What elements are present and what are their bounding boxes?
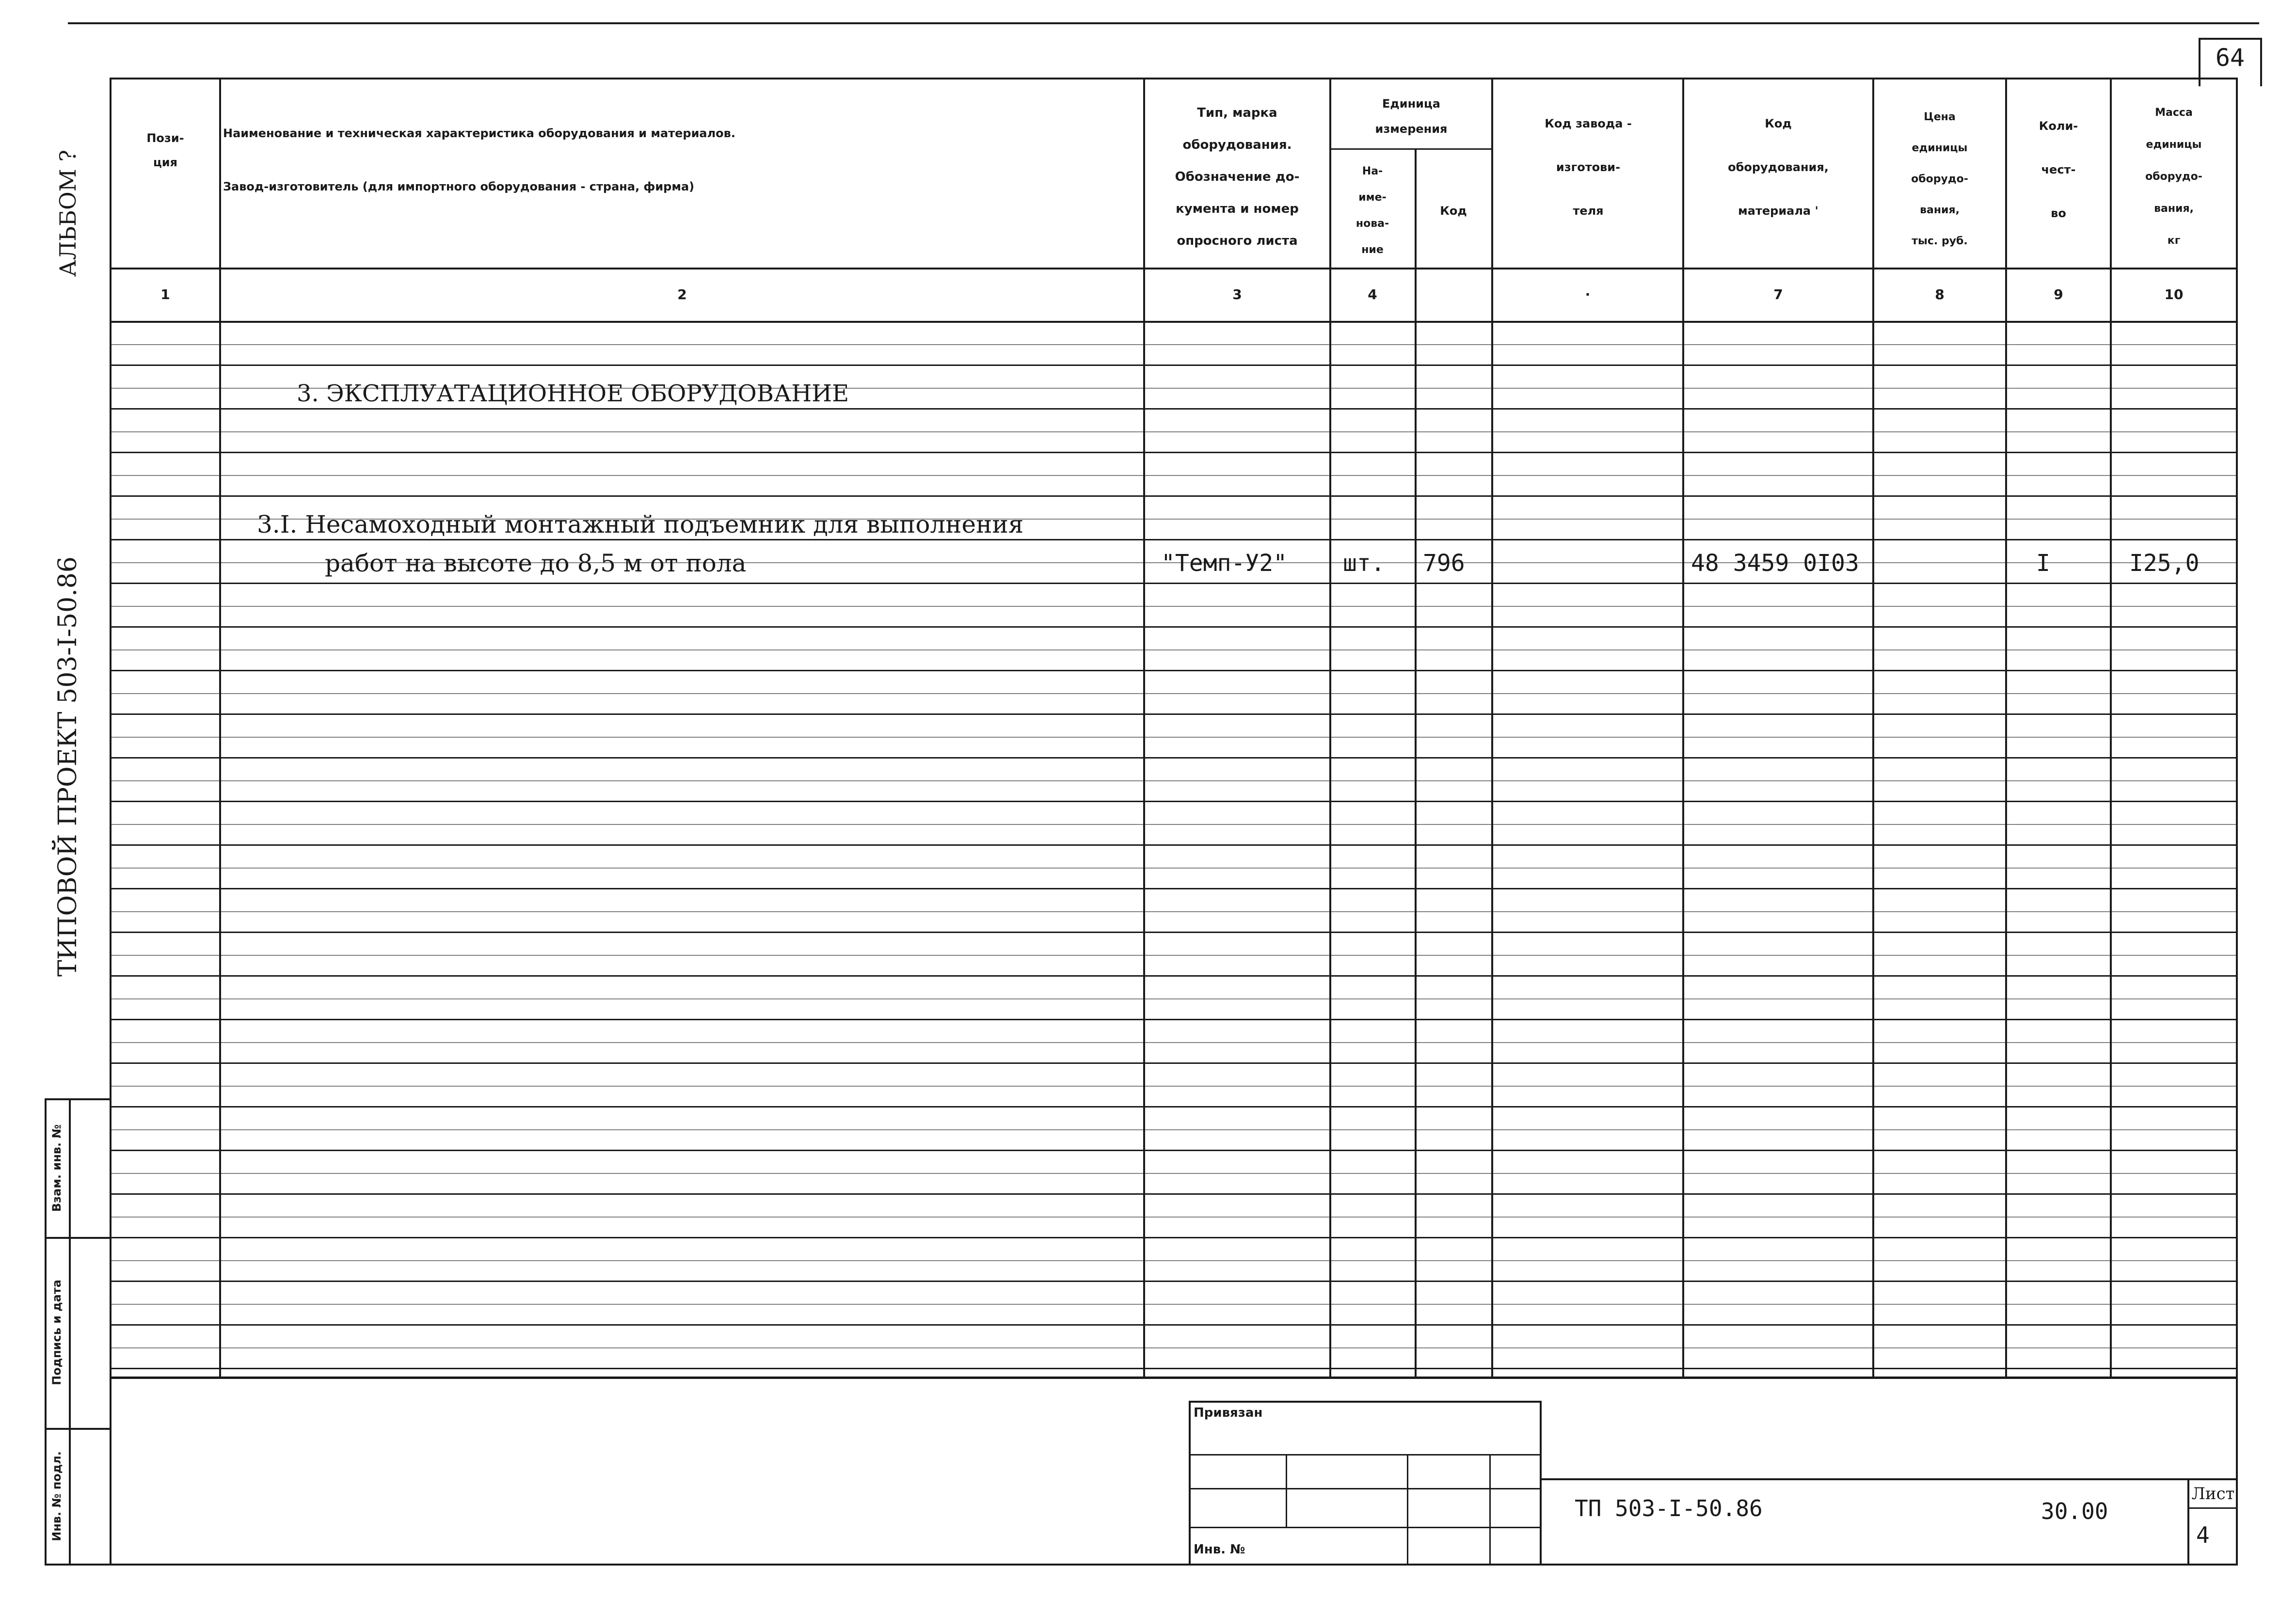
- header-factory-code: Код завода - изготови- теля: [1545, 117, 1632, 218]
- row-divider-minor: [112, 824, 2236, 825]
- header-unit: Единица измерения: [1375, 97, 1448, 136]
- row-divider: [112, 495, 2236, 497]
- item-title-line2: работ на высоте до 8,5 м от пола: [325, 549, 747, 577]
- row-divider: [112, 975, 2236, 977]
- row-divider-minor: [112, 649, 2236, 650]
- col-num-2: 2: [677, 286, 687, 302]
- row-divider-minor: [112, 344, 2236, 345]
- tb-col2: [1407, 1454, 1408, 1566]
- item-title-line1: 3.I. Несамоходный монтажный подъемник для выполнения: [257, 510, 1024, 538]
- unit-subheader: [1330, 148, 1491, 150]
- project-label: ТИПОВОЙ ПРОЕКТ 503-I-50.86: [53, 556, 82, 977]
- page-number-box-top: [2199, 38, 2262, 40]
- header-mass: Масса единицы оборудо- вания, кг: [2145, 107, 2202, 247]
- column-divider: [1143, 78, 1145, 1378]
- header-equipment-code: Код оборудования, материала ': [1728, 117, 1829, 218]
- tb-linked: Привязан: [1194, 1406, 1263, 1420]
- col-num-7: 7: [1773, 286, 1783, 302]
- header-unit-code: Код: [1440, 204, 1467, 218]
- item-mass: I25,0: [2129, 550, 2200, 577]
- row-divider-minor: [112, 1173, 2236, 1174]
- stamp-col-div: [69, 1098, 71, 1565]
- frame-bottom: [110, 1564, 2238, 1566]
- row-divider-minor: [112, 868, 2236, 869]
- row-divider-minor: [112, 737, 2236, 738]
- row-divider: [112, 452, 2236, 453]
- row-divider: [112, 364, 2236, 366]
- col-num-9: 9: [2054, 286, 2063, 302]
- frame-right: [2236, 78, 2238, 1566]
- tb-section: 30.00: [2041, 1498, 2108, 1524]
- item-unit-name: шт.: [1343, 550, 1385, 577]
- row-divider-minor: [112, 606, 2236, 607]
- column-divider: [1682, 78, 1684, 1378]
- row-divider: [112, 1281, 2236, 1282]
- tb-box-top: [1189, 1401, 1542, 1403]
- row-divider: [112, 888, 2236, 889]
- row-divider: [112, 670, 2236, 671]
- row-divider: [112, 1106, 2236, 1108]
- row-divider: [112, 801, 2236, 802]
- col-num-10: 10: [2164, 286, 2184, 302]
- row-divider-minor: [112, 1304, 2236, 1305]
- tb-col3: [1489, 1454, 1491, 1566]
- row-divider-minor: [112, 693, 2236, 694]
- item-equipment-code: 48 3459 0I03: [1691, 550, 1859, 577]
- tb-main-top: [1540, 1478, 2238, 1480]
- item-quantity: I: [2036, 550, 2050, 577]
- row-divider: [112, 1368, 2236, 1369]
- tb-sheet-number: 4: [2196, 1522, 2210, 1548]
- section-title: 3. ЭКСПЛУАТАЦИОННОЕ ОБОРУДОВАНИЕ: [297, 380, 849, 407]
- header-type: Тип, марка оборудования. Обозначение до- кумента и номер опросного листа: [1175, 106, 1300, 248]
- stamp-sep1: [45, 1237, 110, 1239]
- column-divider: [1491, 78, 1493, 1378]
- item-unit-code: 796: [1423, 550, 1465, 577]
- tb-sheet-label: Лист: [2191, 1484, 2235, 1503]
- top-rule: [68, 22, 2259, 24]
- numbers-bottom: [110, 321, 2238, 323]
- row-divider: [112, 1237, 2236, 1238]
- tb-box-right: [1540, 1401, 1542, 1566]
- column-divider: [1872, 78, 1874, 1378]
- page-number-box-right: [2260, 38, 2262, 86]
- header-bottom: [110, 268, 2238, 269]
- stamp-label-inv: Инв. № подл.: [50, 1451, 64, 1541]
- row-divider-minor: [112, 1260, 2236, 1261]
- row-divider: [112, 713, 2236, 715]
- row-divider-minor: [112, 475, 2236, 476]
- row-divider-minor: [112, 1347, 2236, 1348]
- column-divider: [2005, 78, 2007, 1378]
- row-divider-minor: [112, 911, 2236, 912]
- header-quantity: Коли- чест- во: [2039, 119, 2078, 220]
- tb-inv: Инв. №: [1194, 1542, 1245, 1557]
- header-unit-name: На- име- нова- ние: [1355, 165, 1389, 256]
- row-divider: [112, 1062, 2236, 1064]
- header-position: Пози- ция: [146, 131, 184, 169]
- row-divider-minor: [112, 431, 2236, 432]
- stamp-label-replace: Взам. инв. №: [50, 1124, 64, 1212]
- col-num-1: 1: [160, 286, 170, 302]
- row-divider: [112, 1324, 2236, 1326]
- row-divider-minor: [112, 1129, 2236, 1130]
- column-divider: [2110, 78, 2112, 1378]
- row-divider-minor: [112, 955, 2236, 956]
- col-num-8: 8: [1935, 286, 1945, 302]
- row-divider: [112, 932, 2236, 933]
- tb-doc-code: ТП 503-I-50.86: [1575, 1495, 1763, 1521]
- row-divider: [112, 844, 2236, 846]
- col-num-6: ·: [1585, 286, 1591, 302]
- tb-sheet-left: [2187, 1478, 2189, 1566]
- stamp-label-sign: Подпись и дата: [50, 1280, 64, 1385]
- row-divider-minor: [112, 1086, 2236, 1087]
- row-divider-minor: [112, 1042, 2236, 1043]
- col-num-4: 4: [1368, 286, 1377, 302]
- row-divider-minor: [112, 780, 2236, 781]
- tb-col1: [1286, 1454, 1287, 1527]
- frame-top: [110, 78, 2238, 79]
- tb-row1: [1189, 1454, 1542, 1456]
- row-divider: [112, 1193, 2236, 1195]
- header-name: Наименование и техническая характеристика оборудования и материалов. Завод-изготовитель (для импортного оборудования - страна, фирма): [223, 127, 735, 193]
- tb-sheet-mid: [2187, 1507, 2238, 1509]
- column-divider: [219, 78, 221, 1378]
- table-bottom: [110, 1377, 2238, 1379]
- row-divider: [112, 626, 2236, 628]
- album-label: АЛЬБОМ ?: [55, 149, 81, 277]
- column-divider: [1329, 78, 1331, 1378]
- row-divider: [112, 583, 2236, 584]
- header-price: Цена единицы оборудо- вания, тыс. руб.: [1911, 111, 1968, 247]
- row-divider: [112, 1150, 2236, 1151]
- item-type: "Темп-У2": [1161, 550, 1288, 577]
- row-divider: [112, 757, 2236, 759]
- row-divider-minor: [112, 1217, 2236, 1218]
- stamp-col-left: [45, 1098, 47, 1565]
- page-number: 64: [2215, 44, 2245, 72]
- tb-row2: [1189, 1488, 1542, 1489]
- tb-box-left: [1189, 1401, 1191, 1566]
- col-num-3: 3: [1232, 286, 1242, 302]
- row-divider: [112, 1019, 2236, 1020]
- row-divider-minor: [112, 998, 2236, 999]
- tb-row3: [1189, 1527, 1542, 1528]
